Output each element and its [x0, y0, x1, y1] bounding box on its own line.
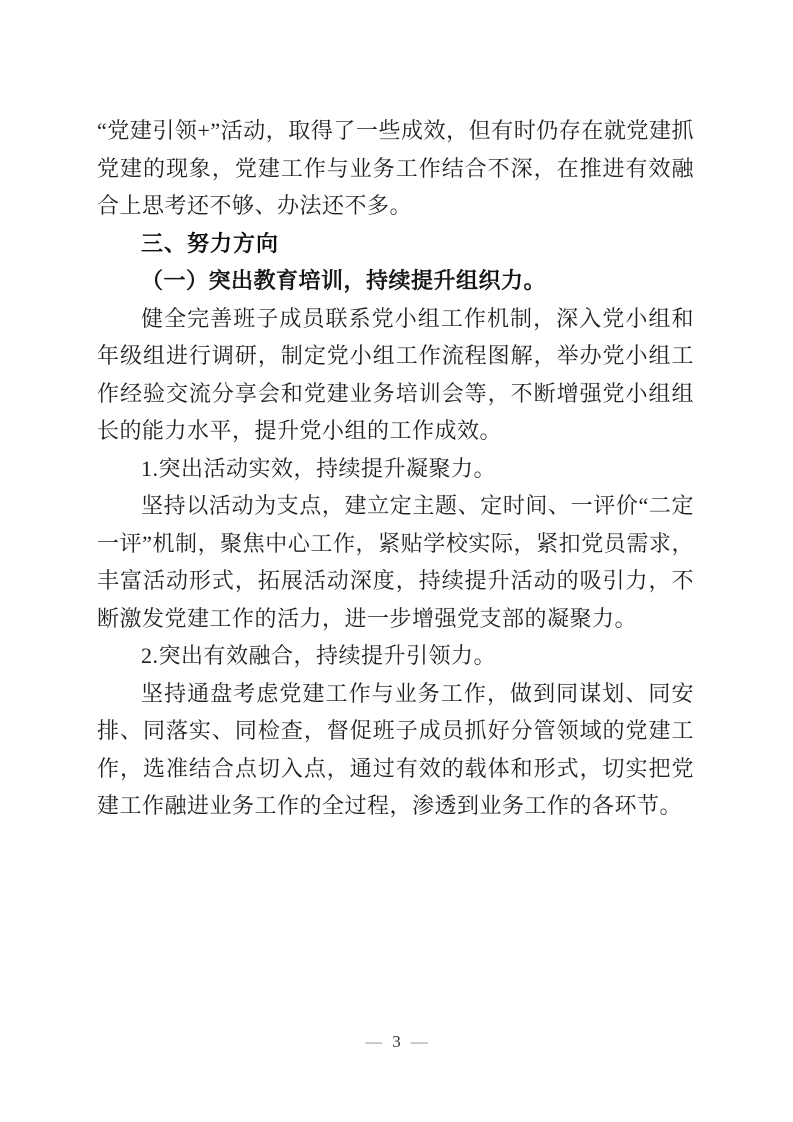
paragraph: 坚持通盘考虑党建工作与业务工作，做到同谋划、同安排、同落实、同检查，督促班子成员抓好分管领域的党建工作，选准结合点切入点，通过有效的载体和形式，切实把党建工作融进业务工作的全过程，渗透到业务工作的各环节。	[97, 680, 694, 818]
document-body	[97, 112, 694, 825]
page-number: 3	[392, 1032, 401, 1051]
paragraph: 坚持以活动为支点，建立定主题、定时间、一评价“二定一评”机制，聚焦中心工作，紧贴学校实际，紧扣党员需求，丰富活动形式，拓展活动深度，持续提升活动的吸引力，不断激发党建工作的活力，进一步增强党支部的凝聚力。	[97, 493, 694, 631]
section-heading: 三、努力方向	[141, 230, 280, 256]
paragraph-continuation: “党建引领+”活动，取得了一些成效，但有时仍存在就党建抓党建的现象，党建工作与业务工作结合不深，在推进有效融合上思考还不够、办法还不多。	[97, 118, 694, 218]
page-footer	[0, 1030, 793, 1054]
subsection-heading: （一）突出教育培训，持续提升组织力。	[141, 268, 547, 293]
numbered-item-heading-1: 1.突出活动实效，持续提升凝聚力。	[141, 455, 497, 481]
footer-dash-right: —	[410, 1032, 428, 1051]
footer-dash-left: —	[365, 1032, 383, 1051]
numbered-item-heading-2: 2.突出有效融合，持续提升引领力。	[141, 643, 497, 668]
paragraph: 健全完善班子成员联系党小组工作机制，深入党小组和年级组进行调研，制定党小组工作流程图解，举办党小组工作经验交流分享会和党建业务培训会等，不断增强党小组组长的能力水平，提升党小组的工作成效。	[97, 305, 694, 443]
